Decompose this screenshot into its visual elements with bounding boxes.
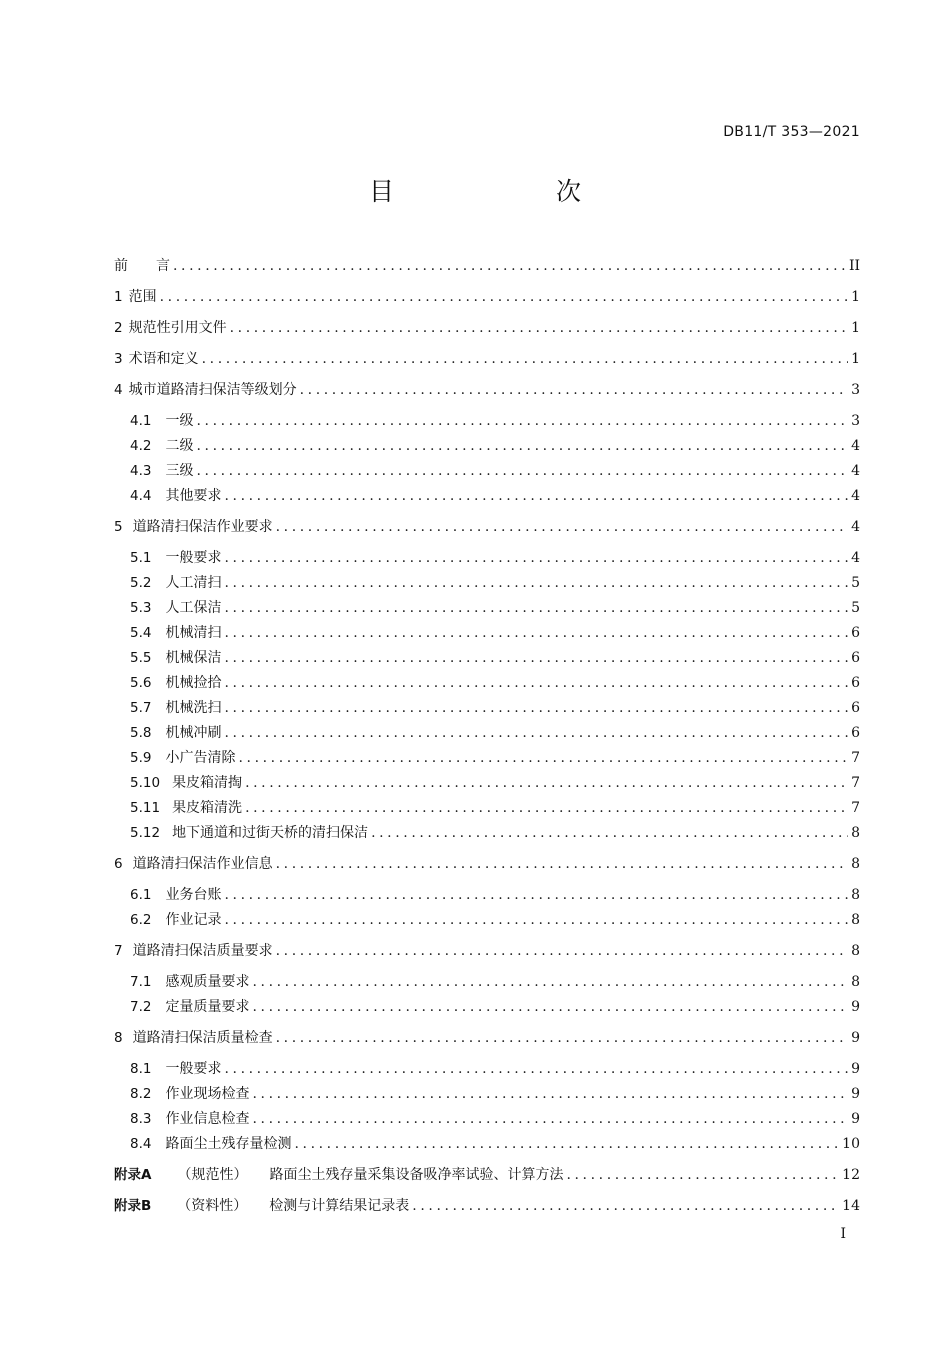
toc-entry[interactable] — [130, 644, 860, 668]
toc-leader-dots — [276, 941, 848, 961]
toc-entry-label: 机械洗扫 — [165, 700, 222, 716]
toc-entry-label: 其他要求 — [165, 488, 222, 504]
toc-entry[interactable] — [114, 937, 860, 961]
toc-entry-page: 3 — [851, 382, 860, 398]
toc-entry-label: 道路清扫保洁作业要求 — [132, 519, 273, 535]
toc-entry-number: 2 — [114, 320, 123, 336]
toc-entry[interactable] — [130, 769, 860, 793]
toc-entry-page: 10 — [842, 1136, 860, 1152]
toc-entry[interactable] — [130, 819, 860, 843]
toc-leader-dots — [371, 823, 848, 843]
toc-entry-page: 6 — [851, 625, 860, 641]
toc-leader-dots — [224, 910, 848, 930]
toc-entry-label: 一般要求 — [165, 1061, 222, 1077]
toc-entry-page: 4 — [851, 488, 860, 504]
toc-leader-dots — [276, 517, 848, 537]
toc-entry[interactable] — [130, 432, 860, 456]
toc-entry-page: 9 — [851, 1111, 860, 1127]
toc-entry-number: 8.2 — [130, 1086, 152, 1102]
toc-leader-dots — [566, 1165, 839, 1185]
toc-leader-dots — [224, 673, 848, 693]
toc-leader-dots — [276, 854, 848, 874]
toc-entry[interactable] — [130, 457, 860, 481]
toc-entry-label: 作业现场检查 — [165, 1086, 250, 1102]
toc-entry-label: 人工清扫 — [165, 575, 222, 591]
toc-entry-number: 5.3 — [130, 600, 152, 616]
page-title-text: 目 次 — [369, 177, 633, 206]
toc-entry-number: 4.3 — [130, 463, 152, 479]
toc-entry-number: 7.2 — [130, 999, 152, 1015]
toc-entry-number: 5.4 — [130, 625, 152, 641]
toc-leader-dots — [224, 885, 848, 905]
toc-entry-label: 地下通道和过街天桥的清扫保洁 — [172, 825, 369, 841]
toc-entry-label: 作业记录 — [165, 912, 222, 928]
toc-leader-dots — [300, 380, 848, 400]
toc-entry-page: 8 — [851, 856, 860, 872]
toc-entry[interactable] — [114, 1161, 860, 1185]
toc-leader-dots — [224, 1059, 848, 1079]
toc-entry[interactable] — [130, 1055, 860, 1079]
toc-entry-page: 8 — [851, 825, 860, 841]
toc-entry-number: 5.6 — [130, 675, 152, 691]
toc-leader-dots — [238, 748, 848, 768]
toc-entry[interactable] — [130, 544, 860, 568]
toc-entry[interactable] — [130, 569, 860, 593]
toc-entry-page: 8 — [851, 887, 860, 903]
toc-entry-page: 9 — [851, 1061, 860, 1077]
toc-entry-number: 5.12 — [130, 825, 161, 841]
toc-leader-dots — [276, 1028, 848, 1048]
toc-entry-label: 感观质量要求 — [165, 974, 250, 990]
toc-entry-page: 4 — [851, 519, 860, 535]
toc-entry-number: 附录A — [114, 1167, 152, 1183]
toc-entry[interactable] — [130, 694, 860, 718]
toc-entry-label: 一般要求 — [165, 550, 222, 566]
toc-leader-dots — [196, 461, 848, 481]
toc-entry-page: 4 — [851, 463, 860, 479]
toc-entry[interactable] — [130, 968, 860, 992]
toc-entry-page: 5 — [851, 600, 860, 616]
toc-entry-label: 检测与计算结果记录表 — [269, 1198, 410, 1214]
toc-entry[interactable] — [130, 906, 860, 930]
toc-entry-number: 8.3 — [130, 1111, 152, 1127]
toc-entry-page: 4 — [851, 550, 860, 566]
toc-entry-label: 机械保洁 — [165, 650, 222, 666]
toc-leader-dots — [224, 648, 848, 668]
toc-entry-number: 7.1 — [130, 974, 152, 990]
toc-leader-dots — [412, 1196, 839, 1216]
toc-entry[interactable] — [130, 594, 860, 618]
toc-entry-number: 附录B — [114, 1198, 152, 1214]
toc-entry-label: 前 言 — [114, 258, 170, 274]
toc-entry-number: 6 — [114, 856, 123, 872]
toc-entry-label: 果皮箱清掏 — [172, 775, 243, 791]
page-title — [0, 172, 950, 208]
toc-entry-page: 8 — [851, 943, 860, 959]
toc-leader-dots — [245, 773, 848, 793]
toc-entry-number: 5.7 — [130, 700, 152, 716]
toc-leader-dots — [224, 698, 848, 718]
toc-entry-label: 城市道路清扫保洁等级划分 — [128, 382, 297, 398]
toc-entry-number: 6.1 — [130, 887, 152, 903]
toc-leader-dots — [224, 486, 848, 506]
toc-entry-label: 机械捡拾 — [165, 675, 222, 691]
page-number: I — [840, 1226, 846, 1242]
toc-entry-label: 范围 — [128, 289, 157, 305]
toc-entry-number: 4.1 — [130, 413, 152, 429]
toc-entry[interactable] — [114, 345, 860, 369]
toc-entry-number: 5.11 — [130, 800, 161, 816]
toc-entry-label: 道路清扫保洁质量检查 — [132, 1030, 273, 1046]
toc-leader-dots — [224, 548, 848, 568]
toc-entry-label: 规范性引用文件 — [128, 320, 227, 336]
toc-leader-dots — [252, 972, 848, 992]
toc-entry[interactable] — [114, 283, 860, 307]
document-number: DB11/T 353—2021 — [723, 124, 860, 140]
toc-entry-page: 1 — [851, 320, 860, 336]
toc-entry-number: 7 — [114, 943, 123, 959]
toc-entry-page: 6 — [851, 700, 860, 716]
toc-entry-label: 道路清扫保洁质量要求 — [132, 943, 273, 959]
toc-entry-page: 14 — [842, 1198, 860, 1214]
toc-leader-dots — [160, 287, 848, 307]
toc-entry-number: 1 — [114, 289, 123, 305]
toc-entry-page: 12 — [842, 1167, 860, 1183]
toc-entry-number: 8 — [114, 1030, 123, 1046]
toc-entry[interactable] — [130, 407, 860, 431]
toc-entry[interactable] — [130, 744, 860, 768]
toc-leader-dots — [224, 573, 848, 593]
toc-entry[interactable] — [130, 1130, 860, 1154]
toc-entry-label: 路面尘土残存量采集设备吸净率试验、计算方法 — [269, 1167, 564, 1183]
toc-entry[interactable] — [114, 314, 860, 338]
toc-entry[interactable] — [114, 1192, 860, 1216]
toc-entry-label: 一级 — [165, 413, 194, 429]
toc-entry-page: 4 — [851, 438, 860, 454]
toc-leader-dots — [196, 436, 848, 456]
toc-entry-number: 5.2 — [130, 575, 152, 591]
toc-entry-page: 7 — [851, 750, 860, 766]
toc-entry-number: 8.1 — [130, 1061, 152, 1077]
toc-entry[interactable] — [130, 482, 860, 506]
toc-entry-label: 路面尘土残存量检测 — [165, 1136, 292, 1152]
toc-leader-dots — [224, 623, 848, 643]
toc-leader-dots — [252, 1109, 848, 1129]
toc-leader-dots — [173, 256, 846, 276]
toc-entry-number: 5 — [114, 519, 123, 535]
toc-entry-kind: （规范性） — [177, 1167, 248, 1183]
toc-leader-dots — [230, 318, 848, 338]
toc-entry-number: 5.8 — [130, 725, 152, 741]
toc-entry-label: 二级 — [165, 438, 194, 454]
toc-entry[interactable] — [114, 252, 860, 276]
toc-entry[interactable] — [130, 669, 860, 693]
toc-entry[interactable] — [130, 1105, 860, 1129]
toc-leader-dots — [252, 997, 848, 1017]
toc-entry-label: 机械冲刷 — [165, 725, 222, 741]
toc-leader-dots — [224, 598, 848, 618]
toc-entry-page: 9 — [851, 999, 860, 1015]
toc-entry-page: II — [848, 258, 860, 274]
toc-entry[interactable] — [114, 513, 860, 537]
toc-entry-label: 机械清扫 — [165, 625, 222, 641]
toc-entry-page: 1 — [851, 351, 860, 367]
toc-entry[interactable] — [130, 1080, 860, 1104]
toc-entry-label: 术语和定义 — [128, 351, 199, 367]
toc-entry-number: 4.2 — [130, 438, 152, 454]
toc-entry-label: 业务台账 — [165, 887, 222, 903]
toc-entry-label: 人工保洁 — [165, 600, 222, 616]
toc-entry-number: 5.1 — [130, 550, 152, 566]
toc-entry-page: 5 — [851, 575, 860, 591]
toc-entry-label: 定量质量要求 — [165, 999, 250, 1015]
toc-entry[interactable] — [114, 1024, 860, 1048]
toc-entry-page: 8 — [851, 974, 860, 990]
toc-entry-page: 3 — [851, 413, 860, 429]
toc-entry-number: 5.10 — [130, 775, 161, 791]
toc-entry-page: 6 — [851, 675, 860, 691]
toc-entry-kind: （资料性） — [177, 1198, 248, 1214]
toc-entry-number: 5.5 — [130, 650, 152, 666]
toc-entry-label: 三级 — [165, 463, 194, 479]
toc-entry-label: 道路清扫保洁作业信息 — [132, 856, 273, 872]
toc-leader-dots — [224, 723, 848, 743]
toc-entry-number: 5.9 — [130, 750, 152, 766]
toc-leader-dots — [202, 349, 848, 369]
toc-entry[interactable] — [130, 993, 860, 1017]
toc-entry-page: 8 — [851, 912, 860, 928]
toc-leader-dots — [294, 1134, 839, 1154]
toc-entry-number: 3 — [114, 351, 123, 367]
toc-entry-page: 6 — [851, 725, 860, 741]
toc-entry[interactable] — [130, 881, 860, 905]
toc-entry-number: 4.4 — [130, 488, 152, 504]
toc-entry-page: 1 — [851, 289, 860, 305]
toc-entry-label: 果皮箱清洗 — [172, 800, 243, 816]
toc-entry-label: 作业信息检查 — [165, 1111, 250, 1127]
toc-entry-label: 小广告清除 — [165, 750, 236, 766]
toc-leader-dots — [245, 798, 848, 818]
toc-entry-page: 9 — [851, 1086, 860, 1102]
toc-entry[interactable] — [130, 619, 860, 643]
toc-leader-dots — [196, 411, 848, 431]
toc-entry-number: 8.4 — [130, 1136, 152, 1152]
toc-entry-page: 9 — [851, 1030, 860, 1046]
toc-entry-number: 4 — [114, 382, 123, 398]
toc-entry[interactable] — [130, 794, 860, 818]
toc-entry[interactable] — [114, 376, 860, 400]
toc-entry[interactable] — [114, 850, 860, 874]
toc-leader-dots — [252, 1084, 848, 1104]
toc-entry-page: 7 — [851, 775, 860, 791]
toc-entry-page: 6 — [851, 650, 860, 666]
toc-entry[interactable] — [130, 719, 860, 743]
toc-entry-page: 7 — [851, 800, 860, 816]
toc-entry-number: 6.2 — [130, 912, 152, 928]
